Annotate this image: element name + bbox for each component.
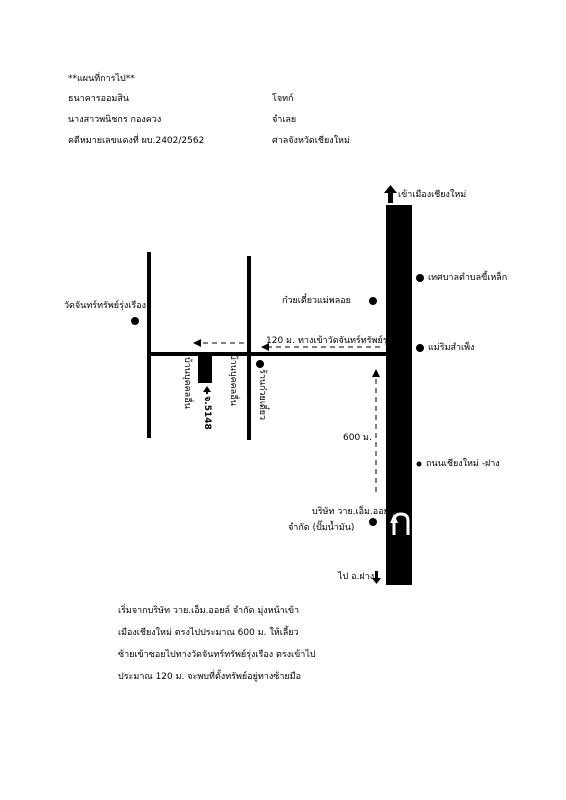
shop-dot — [256, 360, 264, 368]
property-label: จ.5148 — [202, 396, 212, 430]
plaintiff-role: โจทก์ — [272, 94, 294, 104]
directions-line-2: เมืองเชียงใหม่ ตรงไปประมาณ 600 ม. ให้เลี้ยว — [118, 628, 299, 638]
tessaban-label: เทศบาลตำบลขี้เหล็ก — [428, 273, 508, 283]
distance-120: 120 ม. — [266, 336, 295, 346]
south-label: ไป อ.ฝาง — [338, 572, 375, 582]
left-vertical-road — [147, 252, 151, 438]
company-label-line2: จำกัด (ปั๊มน้ำมัน) — [288, 523, 355, 533]
case-number: คดีหมายเลขแดงที่ ผบ.2402/2562 — [68, 136, 205, 146]
side-road — [150, 352, 388, 356]
route-label: ทางเข้าวัดจันทร์ทรัพย์รุ่งเรือง — [298, 336, 410, 346]
plaintiff-name: ธนาคารออมสิน — [68, 94, 129, 104]
property-arrow-icon — [203, 386, 211, 394]
maerim-dot — [416, 344, 424, 352]
company-dot — [369, 518, 377, 526]
north-label: เข้าเมืองเชียงใหม่ — [398, 190, 467, 200]
village-label-right: บ้านบุคคลอื่น — [228, 354, 238, 406]
property-marker — [198, 356, 212, 383]
directions-line-3: ซ้ายเข้าซอยไปทางวัดจันทร์ทรัพย์รุ่งเรือง ตรงเข้าไป — [118, 650, 316, 660]
wat-dot — [131, 317, 139, 325]
noodle-dot — [369, 297, 377, 305]
tessaban-dot — [416, 274, 424, 282]
company-label-line1: บริษัท วาย.เอ็ม.ออยล์ — [312, 507, 395, 517]
road-dot — [417, 462, 422, 467]
defendant-name: นางสาวพนิชกร กองควง — [68, 115, 162, 125]
directions-line-1: เริ่มจากบริษัท วาย.เอ็ม.ออยล์ จำกัด มุ่งหน้าเข้า — [118, 606, 300, 616]
directions-line-4: ประมาณ 120 ม. จะพบที่ตั้งทรัพย์อยู่ทางซ้ายมือ — [118, 672, 302, 682]
village-label-left: บ้านบุคคลอื่น — [182, 357, 192, 409]
shop-label: ร้านก๋วยเตี๋ยว — [257, 369, 267, 421]
road-label: ถนนเชียงใหม่ -ฝาง — [426, 459, 500, 469]
distance-600: 600 ม. — [343, 433, 372, 443]
noodle-label: ก๋วยเตี๋ยวแม่พลอย — [282, 296, 351, 306]
middle-vertical-road — [247, 256, 251, 440]
map-title: **แผนที่การไป** — [68, 74, 135, 84]
court-name: ศาลจังหวัดเชียงใหม่ — [272, 136, 350, 146]
north-arrow-icon — [384, 185, 397, 203]
wat-label: วัดจันทร์ทรัพย์รุ่งเรือง — [64, 301, 147, 311]
maerim-label: แม่ริมสำเพ็ง — [428, 343, 475, 353]
defendant-role: จำเลย — [272, 115, 297, 125]
